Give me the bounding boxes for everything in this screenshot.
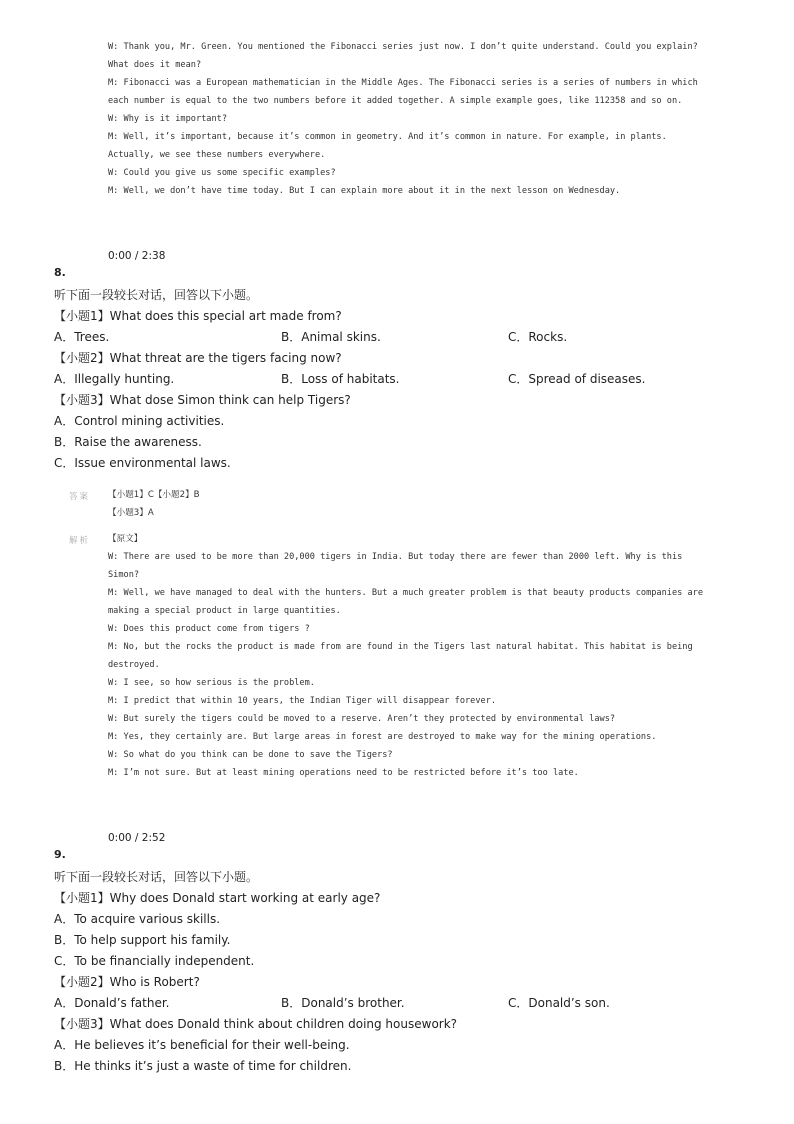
q9-sub1-option-c[interactable]: C．To be financially independent.	[54, 954, 255, 968]
q8-sub3-option-b[interactable]: B．Raise the awareness.	[54, 435, 202, 449]
q8-instruction: 听下面一段较长对话，回答以下小题。	[54, 288, 259, 302]
q9-sub2-option-a[interactable]: A．Donald’s father.	[54, 996, 170, 1010]
q8-transcript	[108, 548, 718, 782]
answer-line-2: 【小题3】A	[108, 508, 154, 518]
q9-sub1-option-b[interactable]: B．To help support his family.	[54, 933, 231, 947]
answer-label: 答案	[69, 492, 91, 502]
q7-transcript	[108, 38, 718, 200]
transcript-line: M: Well, we don’t have time today. But I can explain more about it in the next lesson on Wednesday.	[108, 186, 621, 196]
transcript-line: W: Does this product come from tigers ?	[108, 624, 310, 634]
q9-audio-timer[interactable]: 0:00 / 2:52	[108, 832, 166, 844]
q8-sub1-prompt: 【小题1】What does this special art made from?	[54, 309, 342, 323]
transcript-line: M: I’m not sure. But at least mining operations need to be restricted before it’s too late.	[108, 768, 579, 778]
q9-sub3-prompt: 【小题3】What does Donald think about children doing housework?	[54, 1017, 458, 1031]
transcript-line: M: No, but the rocks the product is made from are found in the Tigers last natural habitat. This habitat is being	[108, 642, 693, 652]
q9-number: 9.	[54, 848, 66, 861]
transcript-line: W: Thank you, Mr. Green. You mentioned the Fibonacci series just now. I don’t quite understand. Could you explain?	[108, 42, 698, 52]
answer-line-1: 【小题1】C【小题2】B	[108, 490, 200, 500]
q9-sub2-option-b[interactable]: B．Donald’s brother.	[281, 996, 405, 1010]
transcript-line: M: Well, we have managed to deal with the hunters. But a much greater problem is that beauty products companies are	[108, 588, 703, 598]
transcript-line: W: Why is it important?	[108, 114, 227, 124]
transcript-line: What does it mean?	[108, 60, 202, 70]
q8-sub2-prompt: 【小题2】What threat are the tigers facing now?	[54, 351, 342, 365]
transcript-line: W: But surely the tigers could be moved to a reserve. Aren’t they protected by environmental laws?	[108, 714, 616, 724]
transcript-line: W: There are used to be more than 20,000 tigers in India. But today there are fewer than 2000 left. Why is this	[108, 552, 683, 562]
q9-sub1-option-a[interactable]: A．To acquire various skills.	[54, 912, 221, 926]
transcript-line: W: So what do you think can be done to save the Tigers?	[108, 750, 393, 760]
q8-sub1-option-a[interactable]: A．Trees.	[54, 330, 110, 344]
q8-sub3-prompt: 【小题3】What dose Simon think can help Tigers?	[54, 393, 351, 407]
q9-sub2-option-c[interactable]: C．Donald’s son.	[508, 996, 610, 1010]
transcript-line: Simon?	[108, 570, 140, 580]
q8-audio-timer[interactable]: 0:00 / 2:38	[108, 250, 166, 262]
q9-sub2-prompt: 【小题2】Who is Robert?	[54, 975, 200, 989]
transcript-line: making a special product in large quantities.	[108, 606, 341, 616]
q8-sub2-option-b[interactable]: B．Loss of habitats.	[281, 372, 400, 386]
transcript-line: each number is equal to the two numbers before it added together. A simple example goes, like 112358 and so on.	[108, 96, 683, 106]
q8-sub1-option-b[interactable]: B．Animal skins.	[281, 330, 381, 344]
q8-sub1-option-c[interactable]: C．Rocks.	[508, 330, 568, 344]
q8-sub3-option-c[interactable]: C．Issue environmental laws.	[54, 456, 231, 470]
transcript-line: destroyed.	[108, 660, 160, 670]
transcript-line: M: I predict that within 10 years, the Indian Tiger will disappear forever.	[108, 696, 497, 706]
q8-sub3-option-a[interactable]: A．Control mining activities.	[54, 414, 225, 428]
transcript-line: W: Could you give us some specific examples?	[108, 168, 336, 178]
q8-number: 8.	[54, 266, 66, 279]
q9-sub3-option-b[interactable]: B．He thinks it’s just a waste of time for children.	[54, 1059, 352, 1073]
transcript-line: Actually, we see these numbers everywhere.	[108, 150, 326, 160]
q9-sub3-option-a[interactable]: A．He believes it’s beneficial for their well-being.	[54, 1038, 350, 1052]
transcript-line: M: Well, it’s important, because it’s common in geometry. And it’s common in nature. For example, in plants.	[108, 132, 667, 142]
q9-sub1-prompt: 【小题1】Why does Donald start working at early age?	[54, 891, 381, 905]
q8-sub2-option-c[interactable]: C．Spread of diseases.	[508, 372, 646, 386]
transcript-line: M: Yes, they certainly are. But large areas in forest are destroyed to make way for the mining operations.	[108, 732, 657, 742]
q9-instruction: 听下面一段较长对话，回答以下小题。	[54, 870, 259, 884]
q8-sub2-option-a[interactable]: A．Illegally hunting.	[54, 372, 175, 386]
analysis-label: 解析	[69, 536, 91, 546]
analysis-title: 【原文】	[108, 534, 143, 544]
transcript-line: W: I see, so how serious is the problem.	[108, 678, 315, 688]
transcript-line: M: Fibonacci was a European mathematician in the Middle Ages. The Fibonacci series is a series of numbers in which	[108, 78, 698, 88]
